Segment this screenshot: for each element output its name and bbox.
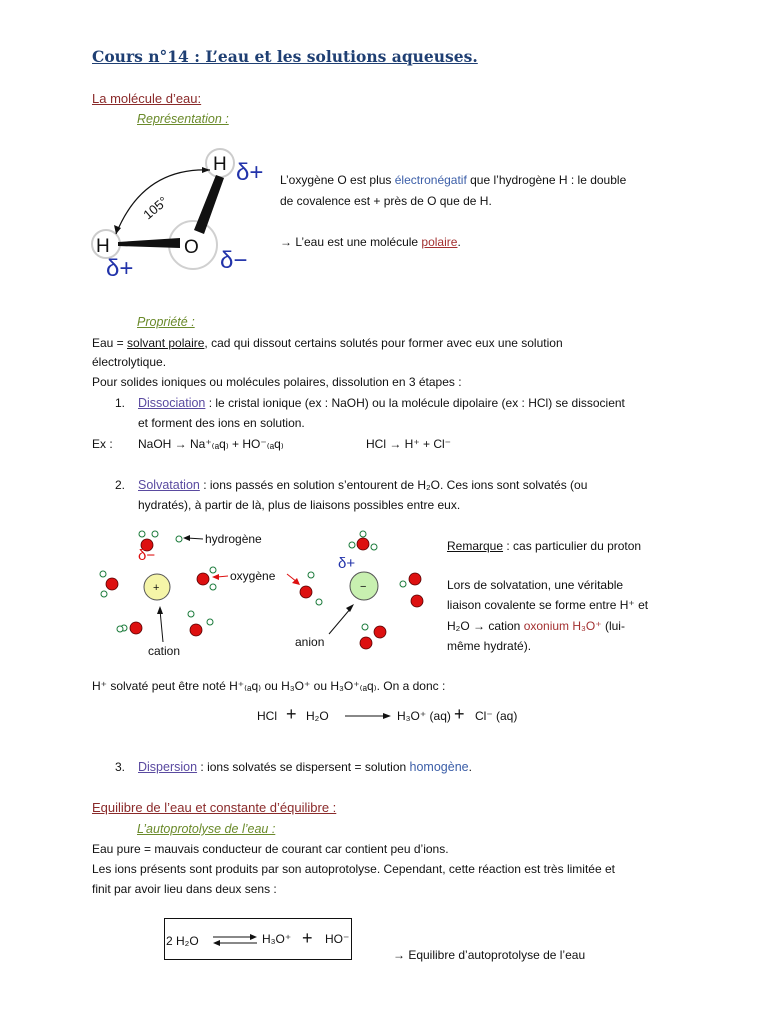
remarque-line-1: Lors de solvatation, une véritable [447, 578, 624, 592]
remarque-line-2: liaison covalente se forme entre H⁺ et [447, 598, 649, 612]
eq-arrow [343, 710, 393, 722]
eq-hcl: HCl [257, 709, 277, 723]
water-molecule-diagram [88, 142, 278, 282]
eq-h3o: H₃O⁺ (aq) [397, 709, 451, 723]
label-hydrogene: hydrogène [205, 532, 262, 546]
eq-plus-2: + [454, 704, 465, 724]
label-oxygene: oxygène [230, 569, 276, 583]
anion-sign: − [360, 581, 367, 593]
remarque-title: Remarque : cas particulier du proton [447, 539, 642, 553]
eq-plus-1: + [286, 704, 297, 724]
subheading-representation: Représentation : [137, 112, 229, 126]
cation-sign: + [153, 582, 160, 594]
section2-line-3: finit par avoir lieu dans deux sens : [92, 882, 277, 896]
step2-line-2: hydratés), à partir de là, plus de liaisons possibles entre eux. [138, 498, 461, 512]
step3-number: 3. [115, 760, 126, 774]
eq-cl: Cl⁻ (aq) [475, 709, 518, 723]
example-label: Ex : [92, 437, 113, 451]
eq-h2o: H₂O [306, 709, 329, 723]
step1-number: 1. [115, 396, 126, 410]
h-top-label: H [213, 154, 227, 175]
o-label: O [184, 237, 199, 258]
section-heading-molecule: La molécule d’eau: [92, 91, 202, 106]
delta-minus-label: δ− [138, 547, 156, 564]
equation-hcl: HCl → H⁺ + Cl⁻ [366, 437, 452, 451]
step1-line-2: et forment des ions en solution. [138, 416, 305, 430]
equation-naoh: NaOH → Na⁺₍ₐq₎ + HO⁻₍ₐq₎ [138, 437, 284, 451]
step2-line-1: Solvatation : ions passés en solution s’entourent de H₂O. Ces ions sont solvatés (ou [138, 478, 588, 492]
propriete-line-3: Pour solides ioniques ou molécules polaires, dissolution en 3 étapes : [92, 375, 462, 389]
section2-line-1: Eau pure = mauvais conducteur de courant car contient peu d’ions. [92, 842, 449, 856]
eq2-left: 2 H₂O [166, 934, 199, 948]
step2-number: 2. [115, 478, 126, 492]
remarque-line-4: même hydraté). [447, 639, 532, 653]
eq2-h3o: H₃O⁺ [262, 932, 292, 946]
solvation-diagram [95, 522, 440, 662]
propriete-line-1: Eau = solvant polaire, cad qui dissout certains solutés pour former avec eux une solution [92, 336, 563, 350]
label-anion: anion [295, 635, 325, 649]
label-cation: cation [148, 644, 181, 658]
section-heading-equilibre: Equilibre de l’eau et constante d’équilibre : [92, 800, 337, 815]
page-title: Cours n°14 : L’eau et les solutions aqueuses. [92, 47, 478, 66]
bond-left [118, 238, 180, 248]
section2-line-2: Les ions présents sont produits par son autoprotolyse. Cependant, cette réaction est très limitée et [92, 862, 615, 876]
eq2-plus: + [302, 928, 313, 948]
polarity-text-2: de covalence est + près de O que de H. [280, 194, 492, 208]
equilibrium-note: → Equilibre d’autoprotolyse de l’eau [393, 948, 586, 962]
delta-top: δ+ [236, 159, 264, 186]
polarity-text-3: → L’eau est une molécule polaire. [280, 235, 461, 249]
step3-line: Dispersion : ions solvatés se dispersent = solution homogène. [138, 760, 472, 774]
delta-o: δ− [220, 247, 248, 274]
step1-line-1: Dissociation : le cristal ionique (ex : NaOH) ou la molécule dipolaire (ex : HCl) se dissocient [138, 396, 625, 410]
subheading-autoprotolyse: L’autoprotolyse de l’eau : [137, 822, 276, 836]
hplus-notation-line: H⁺ solvaté peut être noté H⁺₍ₐq₎ ou H₃O⁺ ou H₃O⁺₍ₐq₎. On a donc : [92, 679, 446, 693]
propriete-line-2: électrolytique. [92, 355, 167, 369]
eq2-ho: HO⁻ [325, 932, 350, 946]
angle-label: 105° [140, 193, 171, 223]
h-left-label: H [96, 236, 110, 257]
subheading-propriete: Propriété : [137, 315, 195, 329]
remarque-line-3: H₂O → cation oxonium H₃O⁺ (lui- [447, 619, 625, 633]
polarity-text-1: L’oxygène O est plus électronégatif que l’hydrogène H : le double [280, 173, 627, 187]
delta-plus-label: δ+ [338, 555, 356, 572]
delta-left: δ+ [106, 255, 134, 282]
equilibrium-arrows [211, 932, 259, 948]
bond-top [194, 175, 224, 234]
